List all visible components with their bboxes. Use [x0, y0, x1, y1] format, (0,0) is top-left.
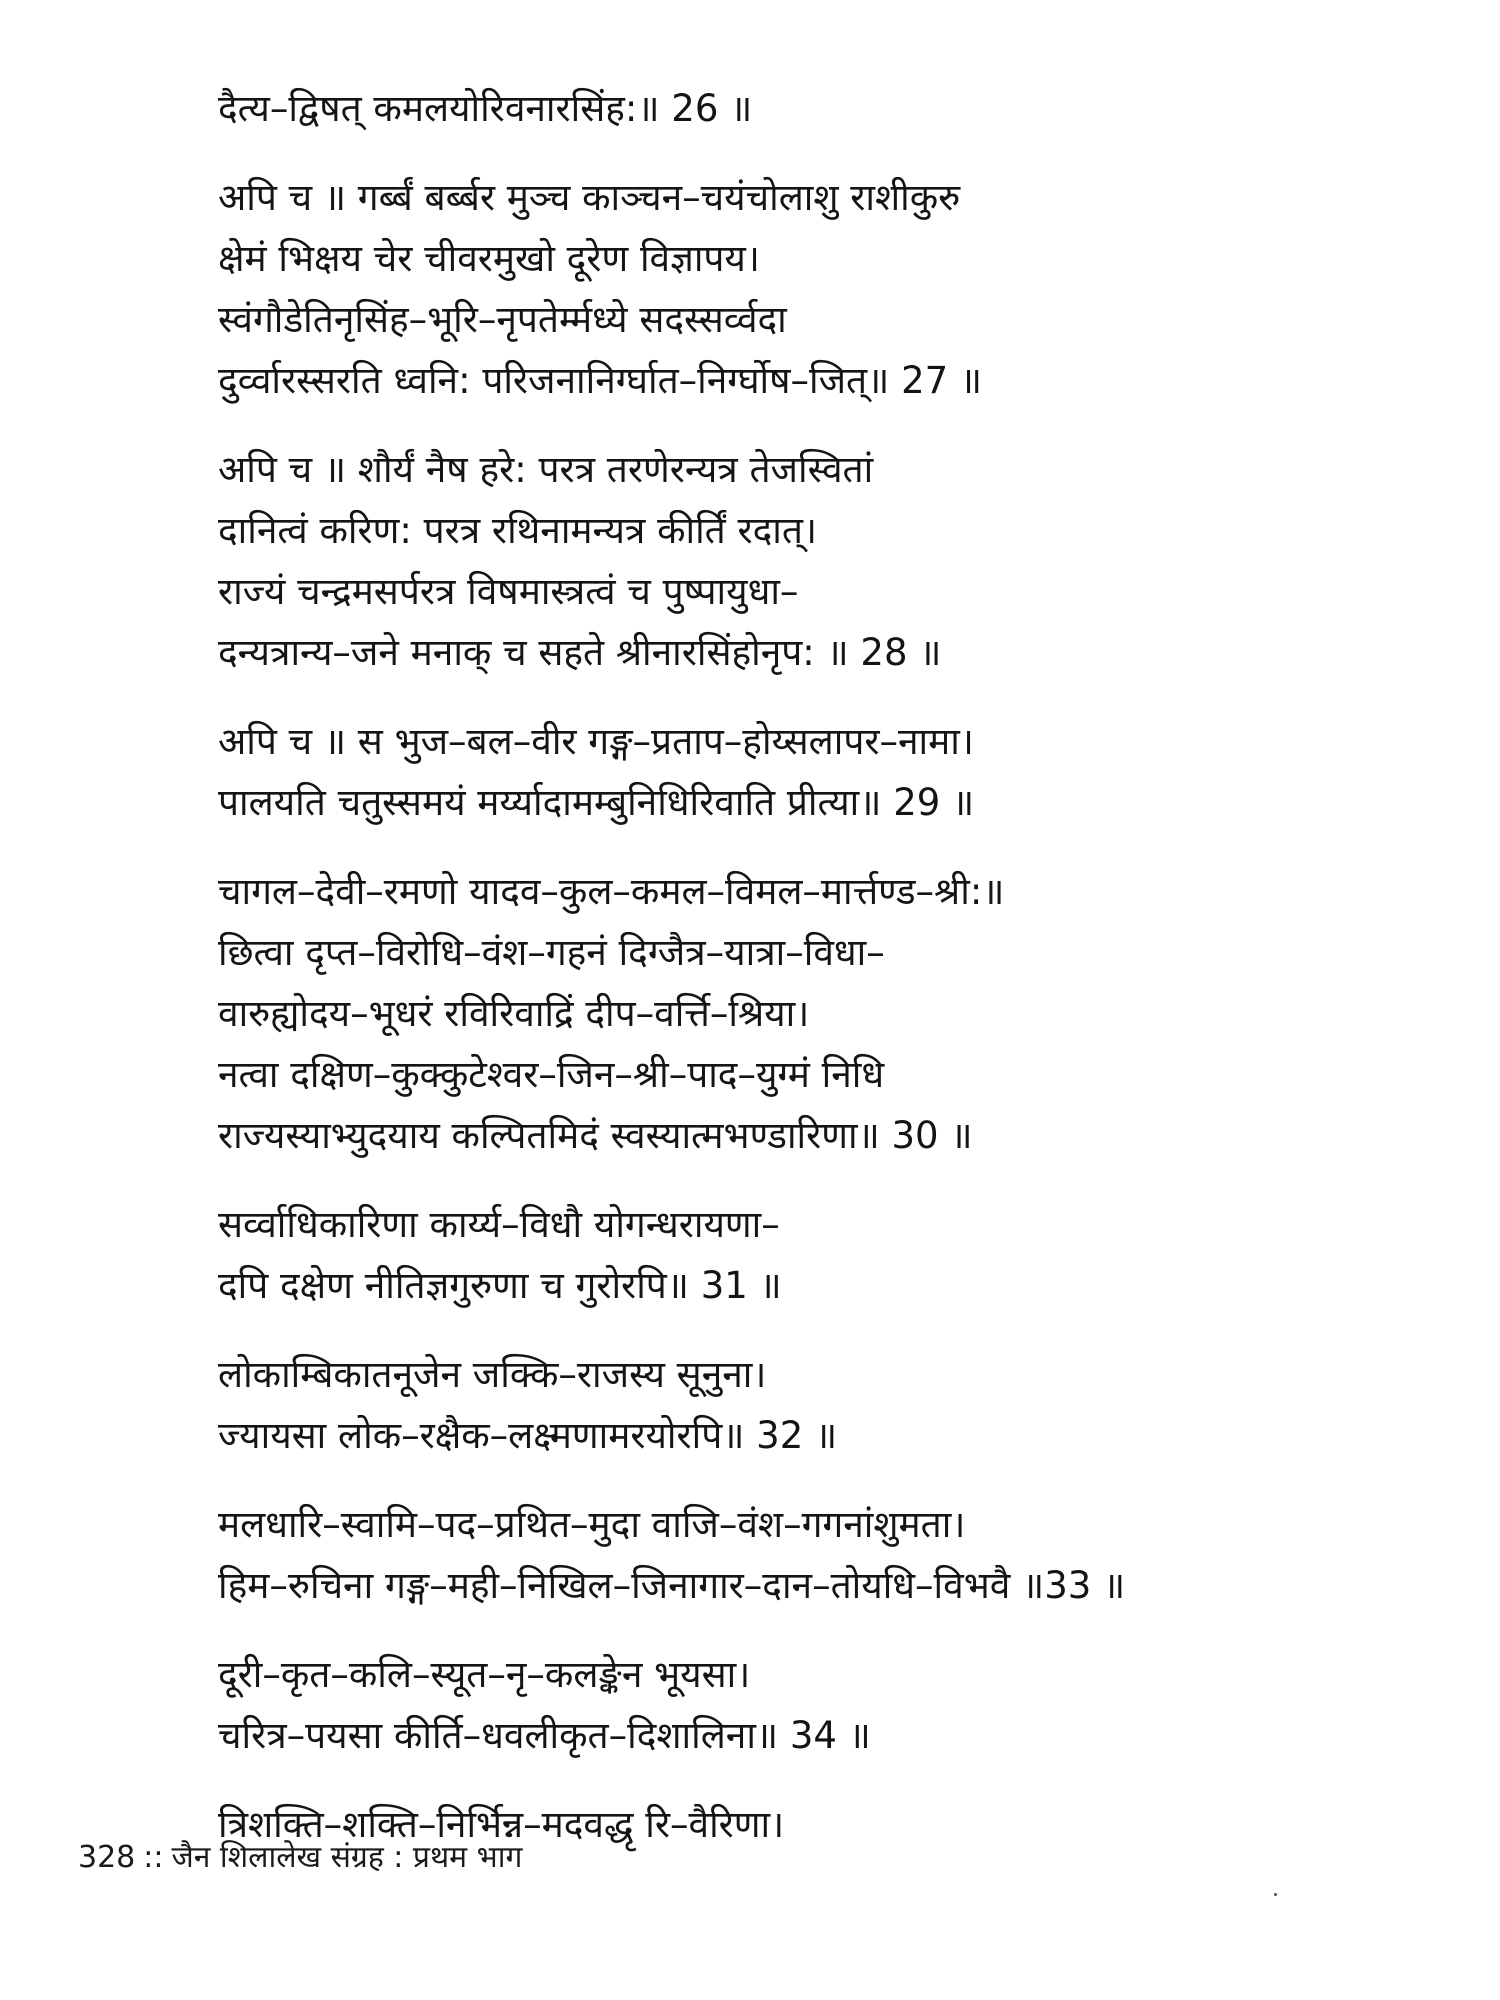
verse-line: अपि च ॥ स भुज–बल–वीर गङ्ग–प्रताप–होय्सलापर–नामा। — [218, 720, 974, 763]
stanza-31 — [218, 1194, 1458, 1316]
stanza-34 — [218, 1644, 1458, 1766]
verse-line: दूरी–कृत–कलि–स्यूत–नृ–कलङ्केन भूयसा। — [218, 1653, 751, 1696]
stanza-32 — [218, 1344, 1458, 1466]
footer-separator: :: — [143, 1840, 164, 1875]
verse-line: लोकाम्बिकातनूजेन जक्कि–राजस्य सूनुना। — [218, 1353, 767, 1396]
stanza-26 — [218, 78, 1458, 139]
verse-line: चागल–देवी–रमणो यादव–कुल–कमल–विमल–मार्त्तण्ड–श्री:॥ — [218, 870, 1005, 913]
verse-line: नत्वा दक्षिण–कुक्कुटेश्वर–जिन–श्री–पाद–युग्मं निधि — [218, 1053, 885, 1096]
stanza-27 — [218, 167, 1458, 411]
verse-line: दुर्व्वारस्सरति ध्वनि: परिजनानिर्ग्घात–निर्ग्घोष–जित्॥ 27 ॥ — [218, 359, 983, 402]
verse-line: अपि च ॥ शौर्यं नैष हरे: परत्र तरणेरन्यत्र तेजस्वितां — [218, 448, 874, 491]
verse-line: राज्यस्याभ्युदयाय कल्पितमिदं स्वस्यात्मभण्डारिणा॥ 30 ॥ — [218, 1114, 973, 1157]
verse-line: त्रिशक्ति–शक्ति–निर्भिन्न–मदवद्धृ रि–वैरिणा। — [218, 1803, 785, 1846]
verse-line: सर्व्वाधिकारिणा कार्य्य–विधौ योगन्धरायणा– — [218, 1203, 780, 1246]
verse-line: राज्यं चन्द्रमसर्परत्र विषमास्त्रत्वं च पुष्पायुधा– — [218, 570, 799, 613]
stanza-33 — [218, 1494, 1458, 1616]
verse-line: छित्वा दृप्त–विरोधि–वंश–गहनं दिग्जैत्र–यात्रा–विधा– — [218, 931, 885, 974]
verse-line: हिम–रुचिना गङ्ग–मही–निखिल–जिनागार–दान–तोयधि–विभवै ॥33 ॥ — [218, 1564, 1126, 1607]
stanza-29 — [218, 711, 1458, 833]
verse-line: क्षेमं भिक्षय चेर चीवरमुखो दूरेण विज्ञापय। — [218, 237, 760, 280]
page-number: 328 — [78, 1840, 136, 1875]
stanza-30 — [218, 861, 1458, 1166]
stanza-28 — [218, 439, 1458, 683]
book-title: जैन शिलालेख संग्रह : प्रथम भाग — [171, 1840, 523, 1875]
page-footer — [78, 1838, 522, 1878]
verse-line: अपि च ॥ गर्ब्बं बर्ब्बर मुञ्च काञ्चन–चयंचोलाशु राशीकुरु — [218, 176, 961, 219]
verse-line: मलधारि–स्वामि–पद–प्रथित–मुदा वाजि–वंश–गगनांशुमता। — [218, 1503, 966, 1546]
scan-speck — [1274, 1893, 1277, 1896]
verse-line: ज्यायसा लोक–रक्षैक–लक्ष्मणामरयोरपि॥ 32 ॥ — [218, 1414, 838, 1457]
verse-line: दैत्य–द्विषत् कमलयोरिवनारसिंह:॥ 26 ॥ — [218, 87, 753, 130]
verse-line: पालयति चतुस्समयं मर्य्यादामम्बुनिधिरिवाति प्रीत्या॥ 29 ॥ — [218, 781, 975, 824]
verse-line: दपि दक्षेण नीतिज्ञगुरुणा च गुरोरपि॥ 31 ॥ — [218, 1264, 782, 1307]
verse-line: स्वंगौडेतिनृसिंह–भूरि–नृपतेर्म्मध्ये सदस्सर्व्वदा — [218, 298, 787, 341]
verse-line: दन्यत्रान्य–जने मनाक् च सहते श्रीनारसिंहोनृप: ॥ 28 ॥ — [218, 631, 942, 674]
verse-line: चरित्र–पयसा कीर्ति–धवलीकृत–दिशालिना॥ 34 ॥ — [218, 1714, 871, 1757]
verse-text-block — [218, 78, 1458, 1883]
verse-line: वारुह्योदय–भूधरं रविरिवाद्रिं दीप–वर्त्ति–श्रिया। — [218, 992, 810, 1035]
verse-line: दानित्वं करिण: परत्र रथिनामन्यत्र कीर्तिं रदात्। — [218, 509, 818, 552]
